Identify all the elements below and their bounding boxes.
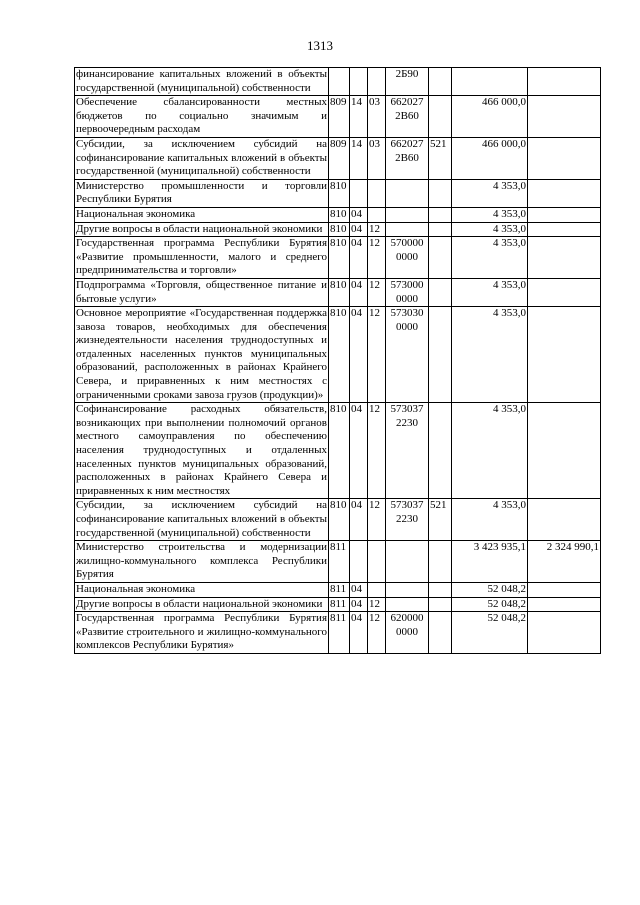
row-section-cell <box>350 541 368 583</box>
row-target-cell <box>386 597 429 612</box>
row-name-cell: Министерство промышленности и торговли Республики Бурятия <box>75 179 329 207</box>
row-amount2-cell <box>528 307 601 403</box>
row-amount-cell: 4 353,0 <box>452 222 528 237</box>
row-amount2-cell <box>528 237 601 279</box>
row-code-cell: 810 <box>329 499 350 541</box>
row-section-cell: 04 <box>350 597 368 612</box>
row-section-cell: 04 <box>350 207 368 222</box>
row-name-cell: Другие вопросы в области национальной экономики <box>75 597 329 612</box>
row-vr-cell <box>429 307 452 403</box>
row-section-cell: 04 <box>350 222 368 237</box>
budget-table <box>74 67 601 654</box>
row-vr-cell: 521 <box>429 499 452 541</box>
row-name-cell: Основное мероприятие «Государственная поддержка завоза товаров, необходимых для обеспечения жизнедеятельности населения труднодоступных и отдаленных населенных пунктов муниципальных образований, расположенных в районах Крайнего Севера, и приравненных к ним местностях с ограниченными сроками завоза грузов (продукции)» <box>75 307 329 403</box>
row-name-cell: Национальная экономика <box>75 207 329 222</box>
row-section-cell: 04 <box>350 278 368 306</box>
row-target-cell: 573000 0000 <box>386 278 429 306</box>
row-target-cell: 620000 0000 <box>386 612 429 654</box>
row-vr-cell <box>429 68 452 96</box>
row-section-cell: 14 <box>350 137 368 179</box>
row-amount-cell: 466 000,0 <box>452 96 528 138</box>
row-vr-cell <box>429 207 452 222</box>
row-amount2-cell <box>528 96 601 138</box>
row-target-cell: 573030 0000 <box>386 307 429 403</box>
row-subsection-cell: 12 <box>368 612 386 654</box>
table-row <box>75 207 601 222</box>
row-amount2-cell <box>528 137 601 179</box>
row-section-cell: 04 <box>350 612 368 654</box>
table-row <box>75 179 601 207</box>
row-code-cell: 810 <box>329 179 350 207</box>
table-row <box>75 278 601 306</box>
row-amount2-cell <box>528 68 601 96</box>
row-subsection-cell <box>368 68 386 96</box>
row-amount-cell: 466 000,0 <box>452 137 528 179</box>
row-code-cell: 810 <box>329 278 350 306</box>
row-name-cell: Другие вопросы в области национальной экономики <box>75 222 329 237</box>
row-vr-cell <box>429 541 452 583</box>
row-vr-cell: 521 <box>429 137 452 179</box>
row-vr-cell <box>429 612 452 654</box>
row-code-cell: 811 <box>329 597 350 612</box>
row-name-cell: Софинансирование расходных обязательств, возникающих при выполнении полномочий органов местного самоуправления по обеспечению населения труднодоступных и отдаленных населенных пунктов муниципальных образований, расположенных в районах Крайнего Севера и приравненных к ним местностях <box>75 403 329 499</box>
row-section-cell <box>350 68 368 96</box>
row-amount2-cell <box>528 207 601 222</box>
table-row <box>75 541 601 583</box>
row-amount2-cell <box>528 403 601 499</box>
row-name-cell: Субсидии, за исключением субсидий на софинансирование капитальных вложений в объекты государственной (муниципальной) собственности <box>75 499 329 541</box>
row-amount2-cell: 2 324 990,1 <box>528 541 601 583</box>
row-subsection-cell: 03 <box>368 137 386 179</box>
table-body <box>75 68 601 654</box>
row-amount-cell: 4 353,0 <box>452 179 528 207</box>
row-subsection-cell: 12 <box>368 597 386 612</box>
row-code-cell: 809 <box>329 137 350 179</box>
row-vr-cell <box>429 179 452 207</box>
row-amount-cell: 3 423 935,1 <box>452 541 528 583</box>
row-code-cell: 810 <box>329 403 350 499</box>
row-code-cell: 809 <box>329 96 350 138</box>
row-section-cell: 14 <box>350 96 368 138</box>
row-target-cell <box>386 207 429 222</box>
row-amount-cell: 52 048,2 <box>452 582 528 597</box>
row-section-cell: 04 <box>350 237 368 279</box>
table-row <box>75 96 601 138</box>
row-amount2-cell <box>528 499 601 541</box>
row-target-cell <box>386 541 429 583</box>
row-target-cell: 570000 0000 <box>386 237 429 279</box>
row-name-cell: Государственная программа Республики Бурятия «Развитие строительного и жилищно-коммунального комплексов Республики Бурятия» <box>75 612 329 654</box>
row-amount-cell: 4 353,0 <box>452 278 528 306</box>
row-amount-cell: 52 048,2 <box>452 597 528 612</box>
row-subsection-cell <box>368 582 386 597</box>
row-target-cell: 662027 2В60 <box>386 137 429 179</box>
row-amount2-cell <box>528 222 601 237</box>
row-amount2-cell <box>528 278 601 306</box>
row-code-cell: 810 <box>329 222 350 237</box>
row-section-cell: 04 <box>350 403 368 499</box>
table-row <box>75 137 601 179</box>
row-section-cell: 04 <box>350 499 368 541</box>
table-row <box>75 499 601 541</box>
row-subsection-cell: 12 <box>368 403 386 499</box>
row-section-cell: 04 <box>350 307 368 403</box>
row-vr-cell <box>429 582 452 597</box>
table-row <box>75 582 601 597</box>
row-subsection-cell <box>368 541 386 583</box>
row-subsection-cell: 12 <box>368 307 386 403</box>
row-code-cell: 810 <box>329 207 350 222</box>
row-name-cell: Министерство строительства и модернизации жилищно-коммунального комплекса Республики Бурятия <box>75 541 329 583</box>
row-vr-cell <box>429 237 452 279</box>
row-amount-cell: 4 353,0 <box>452 307 528 403</box>
row-vr-cell <box>429 96 452 138</box>
row-amount-cell: 4 353,0 <box>452 207 528 222</box>
page-number: 1313 <box>307 38 333 53</box>
row-name-cell: Государственная программа Республики Бурятия «Развитие промышленности, малого и среднего предпринимательства и торговли» <box>75 237 329 279</box>
row-subsection-cell: 03 <box>368 96 386 138</box>
row-section-cell <box>350 179 368 207</box>
table-row <box>75 222 601 237</box>
row-section-cell: 04 <box>350 582 368 597</box>
row-code-cell: 811 <box>329 541 350 583</box>
row-name-cell: Национальная экономика <box>75 582 329 597</box>
row-name-cell: Подпрограмма «Торговля, общественное питание и бытовые услуги» <box>75 278 329 306</box>
row-code-cell <box>329 68 350 96</box>
row-amount2-cell <box>528 597 601 612</box>
row-amount-cell: 4 353,0 <box>452 403 528 499</box>
row-code-cell: 810 <box>329 237 350 279</box>
row-target-cell <box>386 222 429 237</box>
row-amount-cell <box>452 68 528 96</box>
table-row <box>75 307 601 403</box>
row-vr-cell <box>429 597 452 612</box>
table-row <box>75 612 601 654</box>
row-amount2-cell <box>528 612 601 654</box>
row-code-cell: 811 <box>329 582 350 597</box>
row-vr-cell <box>429 403 452 499</box>
row-amount-cell: 52 048,2 <box>452 612 528 654</box>
row-subsection-cell <box>368 179 386 207</box>
row-vr-cell <box>429 222 452 237</box>
row-target-cell: 573037 2230 <box>386 499 429 541</box>
table-row <box>75 597 601 612</box>
row-subsection-cell: 12 <box>368 499 386 541</box>
row-amount2-cell <box>528 582 601 597</box>
row-subsection-cell <box>368 207 386 222</box>
row-subsection-cell: 12 <box>368 278 386 306</box>
row-amount2-cell <box>528 179 601 207</box>
table-row <box>75 68 601 96</box>
row-target-cell: 662027 2В60 <box>386 96 429 138</box>
row-amount-cell: 4 353,0 <box>452 499 528 541</box>
row-vr-cell <box>429 278 452 306</box>
row-target-cell <box>386 179 429 207</box>
row-name-cell: финансирование капитальных вложений в объекты государственной (муниципальной) собственности <box>75 68 329 96</box>
row-code-cell: 811 <box>329 612 350 654</box>
row-target-cell: 2Б90 <box>386 68 429 96</box>
row-name-cell: Обеспечение сбалансированности местных бюджетов по социально значимым и первоочередным расходам <box>75 96 329 138</box>
table-row <box>75 403 601 499</box>
row-code-cell: 810 <box>329 307 350 403</box>
row-amount-cell: 4 353,0 <box>452 237 528 279</box>
row-target-cell <box>386 582 429 597</box>
row-subsection-cell: 12 <box>368 237 386 279</box>
row-target-cell: 573037 2230 <box>386 403 429 499</box>
row-name-cell: Субсидии, за исключением субсидий на софинансирование капитальных вложений в объекты государственной (муниципальной) собственности <box>75 137 329 179</box>
row-subsection-cell: 12 <box>368 222 386 237</box>
table-row <box>75 237 601 279</box>
